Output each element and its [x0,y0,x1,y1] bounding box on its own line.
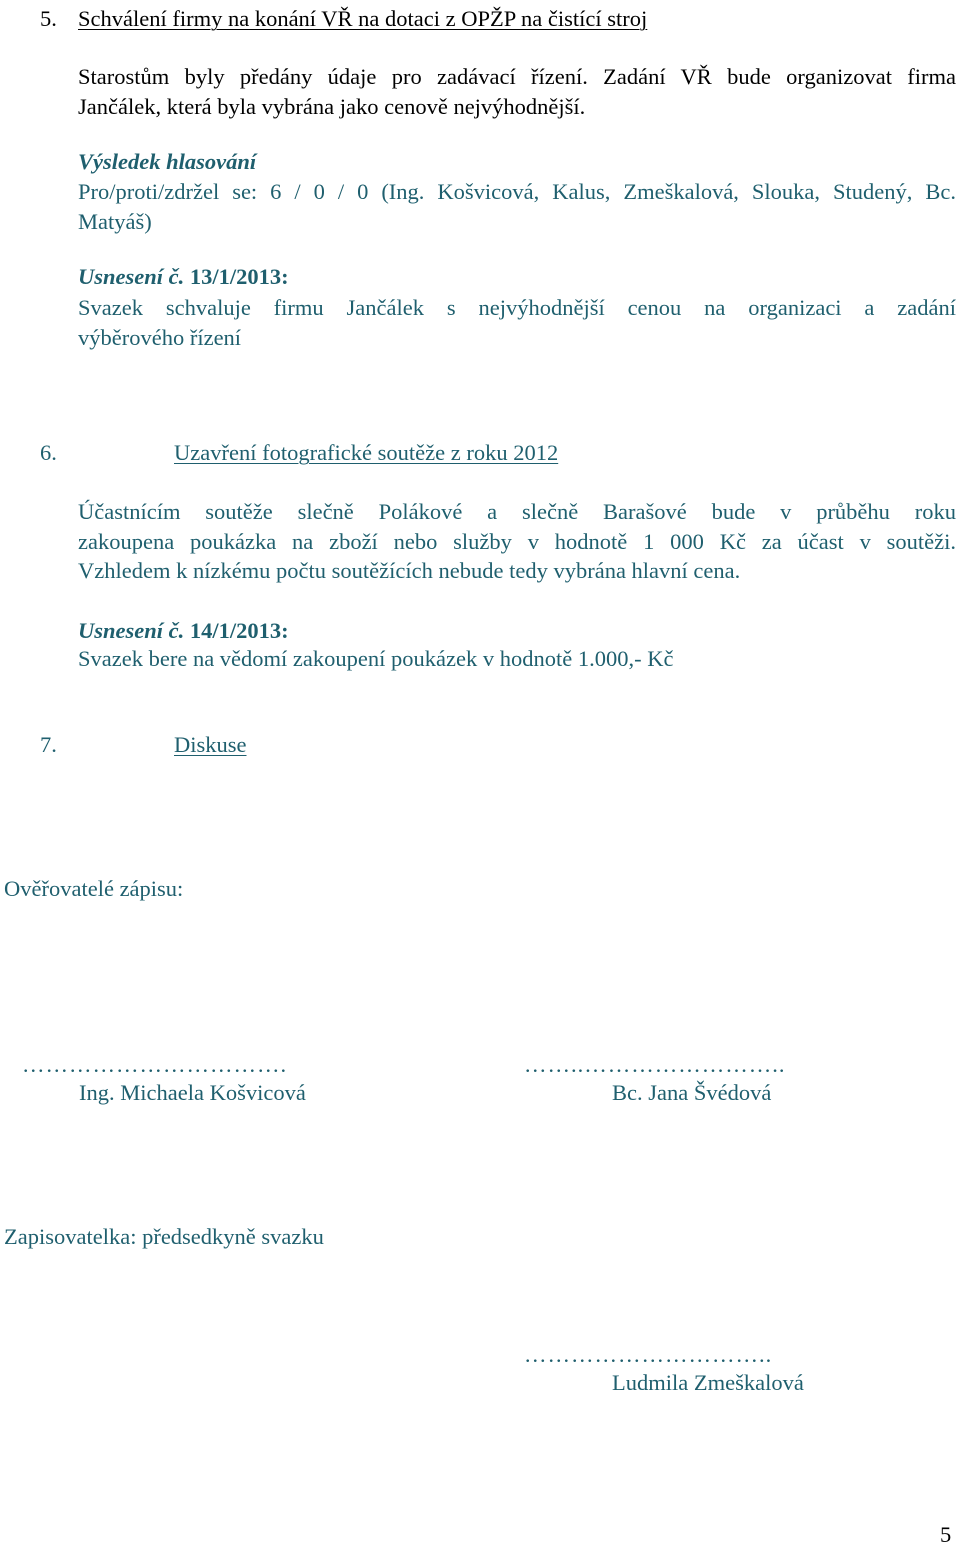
verifier-right-name: Bc. Jana Švédová [612,1080,772,1105]
vote-result-line-1: Pro/proti/zdržel se: 6 / 0 / 0 (Ing. Košvicová, Kalus, Zmeškalová, Slouka, Studený, Bc. [78,179,956,204]
recorder-dots: ………………………….. [524,1342,773,1367]
resolution-13-number: 13/1/2013: [189,264,289,289]
page-number: 5 [940,1522,952,1547]
section-5-paragraph-line-1: Starostům byly předány údaje pro zadávací řízení. Zadání VŘ bude organizovat firma [78,64,956,89]
resolution-13-label: Usnesení č. [78,264,185,289]
section-6-paragraph-line-2: zakoupena poukázka na zboží nebo služby v hodnotě 1 000 Kč za účast v soutěži. [78,528,956,554]
recorder-label: Zapisovatelka: předsedkyně svazku [4,1224,324,1249]
section-6-number: 6. [40,440,57,465]
section-6-paragraph-line-1: Účastnícím soutěže slečně Polákové a slečně Barašové bude v průběhu roku [78,499,956,524]
verifier-left-dots: ……………………………. [22,1052,288,1077]
verifiers-label: Ověřovatelé zápisu: [4,876,184,901]
verifier-right-dots: ……..…………………….. [524,1052,786,1077]
resolution-14-heading [78,616,289,646]
vote-result [78,177,956,236]
section-6-paragraph-line-3: Vzhledem k nízkému počtu soutěžících nebude tedy vybrána hlavní cena. [78,558,741,583]
section-5-title: Schválení firmy na konání VŘ na dotaci z OPŽP na čistící stroj [78,6,648,31]
recorder-name: Ludmila Zmeškalová [612,1370,804,1395]
section-5-paragraph [78,62,956,121]
section-5-number: 5. [40,6,57,31]
resolution-13-heading [78,262,289,292]
verifier-left-name: Ing. Michaela Košvicová [79,1080,306,1105]
resolution-13-text-line-1: Svazek schvaluje firmu Jančálek s nejvýhodnější cenou na organizaci a zadání [78,295,956,320]
resolution-14-number: 14/1/2013: [189,618,289,643]
resolution-14-text: Svazek bere na vědomí zakoupení poukázek v hodnotě 1.000,- Kč [78,646,674,671]
resolution-13-text-line-2: výběrového řízení [78,324,242,350]
section-6-paragraph [78,497,956,586]
section-5-paragraph-line-2: Jančálek, která byla vybrána jako cenově nejvýhodnější. [78,93,586,119]
vote-heading: Výsledek hlasování [78,149,257,174]
vote-result-line-2: Matyáš) [78,208,152,234]
section-7-title: Diskuse [174,732,247,757]
resolution-14-label: Usnesení č. [78,618,185,643]
resolution-13-text [78,293,956,352]
section-6-title: Uzavření fotografické soutěže z roku 2012 [174,440,559,465]
section-7-number: 7. [40,732,57,757]
